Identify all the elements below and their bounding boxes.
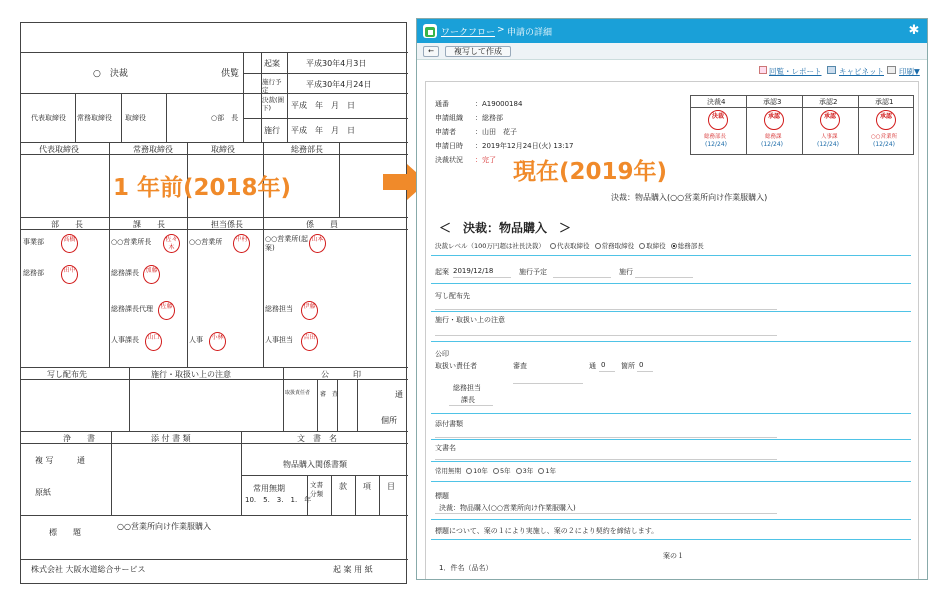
kessai-nen-label: 決裁(圏下) [262, 96, 285, 112]
kasho-label: 箇所 [621, 362, 635, 370]
shahaifu-label: 写し配布先 [435, 292, 470, 300]
stamp-label: 総務担当 [265, 305, 293, 313]
tenpu-label: 添 付 書 類 [151, 434, 191, 443]
shikou-label: 施行 [619, 268, 633, 276]
rule [21, 431, 408, 432]
info-value: ：総務部 [475, 114, 503, 122]
section-3: 担当係長 [211, 220, 243, 229]
rule [243, 73, 408, 74]
company-name: 株式会社 大阪水道総合サービス [31, 565, 146, 574]
app-icon [423, 24, 437, 38]
approval-head: 承認3 [763, 98, 782, 106]
approval-seal: 承認 [876, 110, 896, 130]
rule [21, 559, 408, 560]
rule [21, 217, 408, 218]
level-row [435, 241, 704, 250]
kyoran-label: 供覧 [221, 69, 240, 79]
rule [187, 217, 188, 367]
hanko-seal: 山本 [309, 234, 326, 253]
kian-yoshi: 起 案 用 紙 [333, 565, 373, 574]
field-underline [599, 371, 615, 372]
approval-role: 総務課 [765, 134, 782, 140]
field-underline[interactable] [435, 437, 777, 438]
report-icon [759, 66, 767, 74]
years-label: 10. 5. 3. 1. 年 [245, 496, 312, 504]
jouyou-row [435, 466, 556, 475]
breadcrumb-page: 申請の詳細 [507, 28, 553, 38]
print-icon [887, 66, 896, 74]
toriatsukai-label: 取扱責任者 [285, 390, 311, 396]
rule [355, 475, 356, 515]
field-underline [453, 277, 511, 278]
info-key: 申請日時 [435, 142, 463, 150]
rule [307, 475, 308, 515]
rule [109, 217, 110, 367]
hanko-seal: 伊藤 [301, 301, 318, 320]
hanko-seal: 加藤 [143, 265, 160, 284]
divider [431, 519, 911, 520]
moku-label: 目 [387, 482, 395, 491]
role-4: ○部 長 [211, 114, 239, 122]
rule [283, 367, 284, 431]
hanko-seal: 佐藤 [158, 301, 175, 320]
rule [21, 52, 408, 53]
approval-seal: 決裁 [708, 110, 728, 130]
bunsho-label: 文 書 名 [297, 434, 337, 443]
jouyou-radio[interactable] [493, 468, 499, 474]
info-value: ：2019年12月24日(火) 13:17 [475, 142, 574, 150]
cabinet-icon [827, 66, 836, 74]
paper-form [20, 22, 407, 584]
stamp-label: 人事担当 [265, 336, 293, 344]
field-underline[interactable] [435, 459, 777, 460]
toolbar [417, 43, 927, 60]
rule [263, 217, 264, 367]
jouyou-option: 10年 [473, 467, 488, 475]
stamp-label: 事業部 [23, 238, 44, 246]
approval-date: (12/24) [705, 141, 727, 148]
shikou-yotei-label: 施行予定 [262, 78, 282, 94]
approval-date: (12/24) [873, 141, 895, 148]
gear-icon[interactable]: ✱ [908, 23, 920, 38]
divider [431, 255, 911, 256]
status-value: ：完了 [475, 156, 496, 164]
level-radio[interactable] [639, 243, 645, 249]
role2-3: 取締役 [211, 145, 235, 154]
rule [357, 379, 358, 431]
stamp-label: 人事 [189, 336, 203, 344]
kessai-date: 平成 年 月 日 [291, 101, 355, 110]
rule [75, 93, 76, 142]
hanko-seal: 小林 [209, 332, 226, 351]
field-underline[interactable] [513, 383, 583, 384]
section-1: 部 長 [51, 220, 83, 229]
divider [431, 439, 911, 440]
rule [287, 52, 288, 142]
rule [802, 95, 803, 155]
report-link[interactable]: 回覧・レポート [769, 67, 822, 76]
subject-line: 決裁：物品購入(○○営業所向け作業服購入) [611, 193, 768, 202]
kou-label: 項 [363, 482, 371, 491]
stamp-label: 総務課長代理 [111, 305, 153, 313]
stamp-label: ○○営業所 [189, 238, 223, 246]
level-option: 総務部長 [677, 242, 704, 250]
divider [431, 413, 911, 414]
rule [109, 142, 110, 217]
approval-date: (12/24) [817, 141, 839, 148]
hyoudai-note: 標題について、案の１により実施し、案の２により契約を締結します。 [435, 527, 659, 535]
hanko-seal: 吉田 [301, 332, 318, 351]
section-2: 課 長 [133, 220, 165, 229]
jouyou-option: 1年 [545, 467, 557, 475]
role2-4: 総務部長 [291, 145, 323, 154]
rule [317, 379, 318, 431]
approval-head: 決裁4 [707, 98, 726, 106]
kian-label: 起案 [435, 268, 449, 276]
divider [431, 461, 911, 462]
kian-date: 2019/12/18 [453, 267, 494, 275]
bunsho-label: 文書名 [435, 444, 456, 452]
jouyou-label: 常用無期 [253, 484, 285, 493]
info-key: 申請者 [435, 128, 456, 136]
workflow-window [416, 18, 928, 580]
rule [243, 118, 408, 119]
stamp-label: ○○営業所長 [111, 238, 152, 246]
rule [337, 379, 338, 431]
jouyou-option: 5年 [499, 467, 511, 475]
section-4: 係 員 [306, 220, 338, 229]
level-option: 取締役 [646, 242, 666, 250]
role2-2: 常務取締役 [133, 145, 173, 154]
jouyou-radio[interactable] [516, 468, 522, 474]
approval-role: 人事課 [821, 134, 838, 140]
hyoudai-label: 標題 [435, 492, 449, 500]
rule [111, 431, 112, 515]
overlay-2019: 現在(2019年) [513, 159, 668, 185]
rule [121, 93, 122, 142]
jouyou-label: 常用無期 [435, 467, 461, 475]
shahaifu-label: 写し配布先 [47, 370, 87, 379]
rule [129, 367, 130, 431]
cabinet-link[interactable]: キャビネット [839, 67, 884, 76]
hanko-seal: 田中 [61, 265, 78, 284]
kachou-label: 課長 [461, 396, 475, 404]
tsu-label: 通 [589, 362, 596, 370]
approval-date: (12/24) [761, 141, 783, 148]
print-link[interactable]: 印刷▼ [899, 67, 920, 76]
divider [431, 539, 911, 540]
tenpu-label: 添付書類 [435, 420, 463, 428]
role-1: 代表取締役 [31, 114, 66, 122]
divider [431, 481, 911, 482]
divider [431, 341, 911, 342]
stamp-label: 人事課長 [111, 336, 139, 344]
approval-seal: 承認 [820, 110, 840, 130]
shikou-date2: 平成 年 月 日 [291, 126, 355, 135]
shikou-note-label: 施行・取扱い上の注意 [435, 316, 505, 324]
bunrui-label: 文書分類 [310, 481, 323, 498]
jouyou-radio[interactable] [538, 468, 544, 474]
jouyou-radio[interactable] [466, 468, 472, 474]
kasho-label: 個所 [381, 416, 397, 425]
jouyou-option: 3年 [522, 467, 534, 475]
field-underline[interactable] [435, 309, 777, 310]
kenmei-label: 1．件名（品名） [439, 564, 493, 572]
shikou-note-label: 施行・取扱い上の注意 [151, 370, 231, 379]
hanko-seal: 中村 [233, 234, 250, 253]
rule [241, 475, 408, 476]
kazu-label: 款 [339, 482, 347, 491]
stamp-label: 総務部 [23, 269, 44, 277]
bunsho-name: 物品購入関係書類 [283, 460, 347, 469]
stamp-label: 総務課長 [111, 269, 139, 277]
level-radio[interactable] [595, 243, 601, 249]
role-3: 取締役 [125, 114, 146, 122]
field-underline [449, 405, 493, 406]
rule [21, 142, 408, 143]
jousho-label: 浄 書 [63, 434, 95, 443]
kessai-label: ○ 決裁 [93, 69, 128, 79]
rule [379, 475, 380, 515]
breadcrumb-sep: > [497, 25, 505, 35]
field-underline [435, 513, 777, 514]
approval-head: 承認2 [819, 98, 838, 106]
shinsa-label: 審査 [513, 362, 527, 370]
form-title: ＜ 決裁：物品購入 ＞ [439, 221, 572, 235]
toriatsukai-label: 取扱い責任者 [435, 362, 477, 370]
field-underline [637, 371, 653, 372]
back-button[interactable]: ← [423, 46, 439, 57]
field-underline[interactable] [635, 277, 693, 278]
tsu2-label: 通 [77, 456, 85, 465]
tsu-label: 通 [395, 390, 403, 399]
hanko-seal: 高橋 [61, 234, 78, 253]
tsu-value[interactable]: 0 [601, 361, 606, 369]
level-radio[interactable] [671, 243, 677, 249]
copy-create-button[interactable]: 複写して作成 [445, 46, 511, 57]
breadcrumb-app[interactable]: ワークフロー [441, 28, 496, 38]
level-radio[interactable] [550, 243, 556, 249]
approval-role: ○○営業所 [871, 134, 898, 140]
kian-label: 起案 [264, 59, 280, 68]
rule [166, 93, 167, 142]
rule [746, 95, 747, 155]
kasho-value[interactable]: 0 [639, 361, 644, 369]
level-option: 常務取締役 [601, 242, 635, 250]
shikou-yotei-label: 施行予定 [519, 268, 547, 276]
rule [858, 95, 859, 155]
shinsa-label: 審 査 [320, 391, 339, 398]
overlay-2018: 1 年前(2018年) [113, 175, 292, 201]
approval-role: 総務部長 [704, 134, 727, 140]
info-key: 通番 [435, 100, 449, 108]
kouin-label: 公 印 [321, 370, 361, 379]
kouin-label: 公印 [435, 350, 449, 358]
rule [331, 475, 332, 515]
hyoudai-label: 標 題 [49, 528, 81, 537]
level-option: 代表取締役 [557, 242, 590, 250]
hanko-seal: 佐々木 [163, 234, 180, 253]
an1-label: 案の１ [663, 552, 684, 560]
rule [243, 52, 244, 142]
field-underline[interactable] [435, 335, 777, 336]
title-bar [417, 19, 927, 43]
rule [339, 142, 340, 217]
rule [241, 431, 242, 515]
field-underline[interactable] [553, 277, 611, 278]
level-label: 決裁レベル（100万円超は社長決裁） [435, 242, 545, 250]
kian-date: 平成30年4月3日 [306, 59, 367, 68]
soumu-tanto-label: 総務担当 [453, 384, 481, 392]
hanko-seal: 山口 [145, 332, 162, 351]
rule [21, 93, 408, 94]
rule [21, 515, 408, 516]
shikou-date: 平成30年4月24日 [306, 80, 372, 89]
divider [431, 283, 911, 284]
info-value: ：A19000184 [475, 100, 523, 108]
info-key: 決裁状況 [435, 156, 463, 164]
fukusha-label: 複 写 [35, 456, 54, 465]
stamp-label: ○○営業所(起案) [265, 235, 308, 252]
info-key: 申請組織 [435, 114, 463, 122]
hyoudai-value[interactable]: 決裁：物品購入(○○営業所向け作業服購入) [439, 504, 576, 512]
shikou-label: 施行 [264, 126, 280, 135]
role2-1: 代表取締役 [39, 145, 79, 154]
hyoudai-value: ○○営業所向け作業服購入 [117, 522, 211, 531]
rule [21, 367, 408, 368]
approval-head: 承認1 [875, 98, 894, 106]
divider [431, 311, 911, 312]
genshi-label: 原紙 [35, 488, 51, 497]
role-2: 常務取締役 [77, 114, 112, 122]
info-value: ：山田 花子 [475, 128, 517, 136]
approval-seal: 承認 [764, 110, 784, 130]
